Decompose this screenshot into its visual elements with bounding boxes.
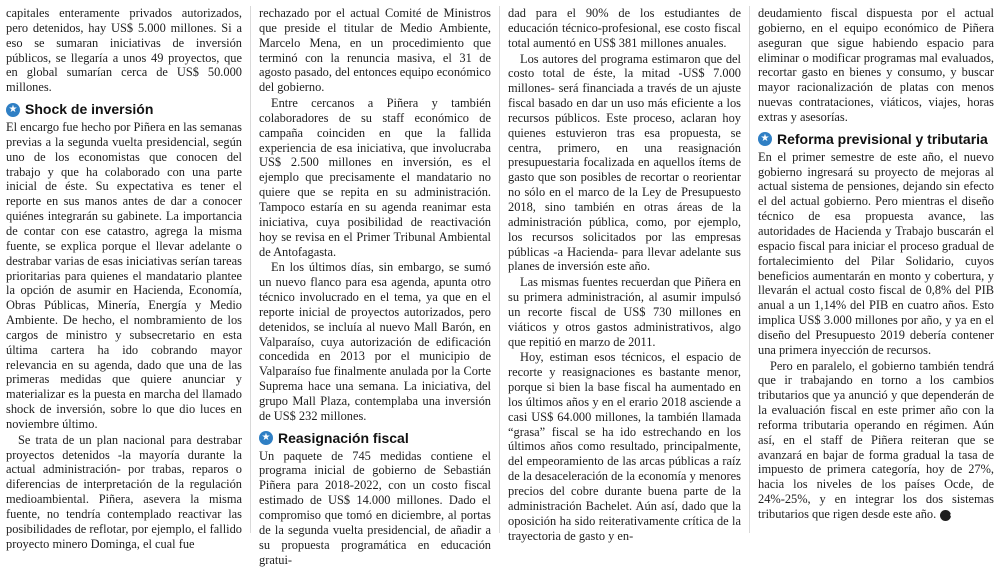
article-paragraph: [6, 6, 242, 95]
article-paragraph: [508, 52, 741, 275]
column-4: [750, 6, 1000, 533]
star-icon: ★: [6, 103, 20, 117]
column-1: [0, 6, 251, 551]
article-paragraph: [508, 275, 741, 349]
column-2: [251, 6, 500, 567]
paragraph-text: Un paquete de 745 medidas contiene el programa inicial de gobierno de Sebastián Piñera para 2018-2022, con un costo fiscal estimado de US$ 14.000 millones. Dado el compromiso que tomó en diciembre, al portas de la segunda vuelta presidencial, de añadir a su propuesta programática en educación gratui-: [259, 448, 491, 567]
star-icon: ★: [758, 132, 772, 146]
article-paragraph: [758, 6, 994, 125]
column-3: [500, 6, 750, 543]
paragraph-text: Pero en paralelo, el gobierno también tendrá que ir trabajando en torno a los cambios tributarios que ya anunció y que dependerán de la evaluación fiscal en este primer año con la reforma tributaria operando en régimen. Aún así, en el staff de Piñera reiteran que se avanzará en bajar de forma gradual la tasa de impuesto de primera categoría, hoy de 27%, hacia los niveles de los países Ocde, de 24%-25%, y en integrar los dos sistemas tributarios que rigen desde este año.: [758, 358, 994, 521]
article-paragraph: [508, 350, 741, 543]
section-heading: [758, 131, 994, 148]
paragraph-text: En los últimos días, sin embargo, se sumó un nuevo flanco para esa agenda, apunta otro técnico involucrado en el tema, ya que en el reporte inicial de proyectos autorizados, pero detenidos, se incluía al nuevo Mall Barón, en Valparaíso, cuya autorización de edificación concedida en 2013 por el municipio de Valparaíso fue finalmente anulada por la Corte Suprema hace una semana. La iniciativa, del grupo Mall Plaza, contemplaba una inversión de US$ 232 millones.: [259, 260, 491, 423]
paragraph-text: rechazado por el actual Comité de Ministros que preside el titular de Medio Ambiente, Marcelo Mena, en un procedimiento que terminó con la renuncia masiva, el 31 de agosto pasado, del entonces equipo económico del gobierno.: [259, 6, 491, 95]
paragraph-text: Se trata de un plan nacional para destrabar proyectos detenidos -la mayoría durante la actual administración- por trabas, reparos o diferencias de interpretación de la regulación medioambiental. Piñera, asevera la misma fuente, no tendría contemplado reactivar las posibilidades de reflotar, por ejemplo, el fallido proyecto minero Dominga, el cual fue: [6, 432, 242, 551]
article-paragraph: [758, 150, 994, 358]
article-paragraph: [259, 96, 491, 259]
section-heading-text: Reforma previsional y tributaria: [777, 130, 988, 147]
article-paragraph: [508, 6, 741, 51]
article-paragraph: [6, 433, 242, 552]
section-heading: [6, 101, 242, 118]
end-of-article-icon: ●: [940, 510, 951, 521]
article-paragraph: [6, 120, 242, 432]
paragraph-text: Los autores del programa estimaron que del costo total de éste, la mitad -US$ 7.000 millones- será financiada a través de un ajuste fiscal basado en dar un uso más eficiente a los recursos públicos. Este proceso, aclaran hoy quienes estuvieron tras esa propuesta, se centra, primero, en una reasignación presupuestaria focalizada en aquellos ítems de gasto que son posibles de recortar o reorientar no sólo en el marco de la Ley de Presupuesto 2018, sino también en otras áreas de la administración pública, como, por ejemplo, los recursos solicitados por las empresas públicas -a Hacienda- para llevar adelante sus planes de inversión este año.: [508, 51, 741, 274]
article-paragraph: [259, 449, 491, 567]
article-paragraph: [259, 260, 491, 423]
section-heading-text: Shock de inversión: [25, 101, 154, 118]
paragraph-text: dad para el 90% de los estudiantes de educación técnico-profesional, ese costo fiscal total aumentó en US$ 381 millones anuales.: [508, 6, 741, 50]
article-paragraph: [259, 6, 491, 95]
paragraph-text: Entre cercanos a Piñera y también colaboradores de su staff económico de campaña coinciden en que la fallida experiencia de esa iniciativa, que involucraba US$ 2.500 millones en inversión, es el ejemplo que precisamente el mandatario no quiere que se repita en su administración. Tampoco estaría en su agenda reanimar esta iniciativa, cuya posibilidad de reactivación hoy se revisa en el Primer Tribunal Ambiental de Antofagasta.: [259, 96, 491, 259]
section-heading: [259, 430, 491, 447]
paragraph-text: capitales enteramente privados autorizados, pero detenidos, hay US$ 5.000 millones. Si a eso se sumaran iniciativas de inversión públicos, se llegaría a unos 49 proyectos, que en global sumarían cerca de US$ 50.000 millones.: [6, 6, 242, 95]
paragraph-text: Hoy, estiman esos técnicos, el espacio de recorte y reasignaciones es bastante menor, porque si bien la base fiscal ha aumentado en los últimos años y en el erario 2018 asciende a casi US$ 64.000 millones, la también llamada “grasa” fiscal se ha ido estrechando en los últimos años como resultado, principalmente, del empeoramiento de las arcas públicas a raíz de la desaceleración de la economía y menores precios del cobre durante buena parte de la administración Bachelet. Aún así, dado que la oposición ha sido reiterativamente crítica de la trayectoria de gasto y en-: [508, 350, 741, 543]
paragraph-text: deudamiento fiscal dispuesta por el actual gobierno, en el equipo económico de Piñera aseguran que sigue habiendo espacio para eliminar o modificar programas mal evaluados, recortar gasto en bienes y consumo, y buscar mayor racionalización de platas con menos nuevas contrataciones, viáticos, viajes, horas extras y asesorías.: [758, 6, 994, 124]
star-icon: ★: [259, 431, 273, 445]
paragraph-text: En el primer semestre de este año, el nuevo gobierno ingresará su proyecto de mejoras al actual sistema de pensiones, dejando sin efecto el del actual gobierno. Pero mientras el diseño técnico de esa propuesta avance, las autoridades de Hacienda y Trabajo buscarán el espacio fiscal para iniciar el proceso gradual de fortalecimiento del Pilar Solidario, cuyos beneficios aumentarán en monto y cobertura, y llevarán el actual costo fiscal de 0,8% del PIB anual a un 1,14% del PIB en cuatro años. Esto implica US$ 3.000 millones por año, y ya en el diseño del Presupuesto 2019 debería contener una primera inyección de recursos.: [758, 149, 994, 357]
paragraph-text: El encargo fue hecho por Piñera en las semanas previas a la segunda vuelta presidencial, según uno de los economistas que conocen del trabajo y que ha colaborado con una parte inicial de éste. Su expectativa es tener el reporte en sus manos antes de dar a conocer quiénes integrarán su gabinete. La importancia de contar con ese catastro, agrega la misma fuente, se explica porque el llevar adelante o destrabar varias de esas iniciativas serían tareas prioritarias para quienes el mandatario plantee la opción de asumir en Hacienda, Economía, Obras Públicas, Minería, Energía y Medio Ambiente. De hecho, el nombramiento de los cargos de ministro y subsecretario en esta última cartera ha ido cobrando mayor relevancia en su agenda, dado que una de las primeras medidas que quiere anunciar y materializar es la puesta en marcha del llamado shock de inversión, sobre lo que dio luces en noviembre último.: [6, 120, 242, 431]
section-heading-text: Reasignación fiscal: [278, 429, 409, 446]
paragraph-text: Las mismas fuentes recuerdan que Piñera en su primera administración, al asumir impulsó un recorte fiscal de US$ 730 millones en viáticos y otros gastos administrativos, algo que repitió en marzo de 2011.: [508, 275, 741, 349]
article-paragraph: [758, 359, 994, 522]
